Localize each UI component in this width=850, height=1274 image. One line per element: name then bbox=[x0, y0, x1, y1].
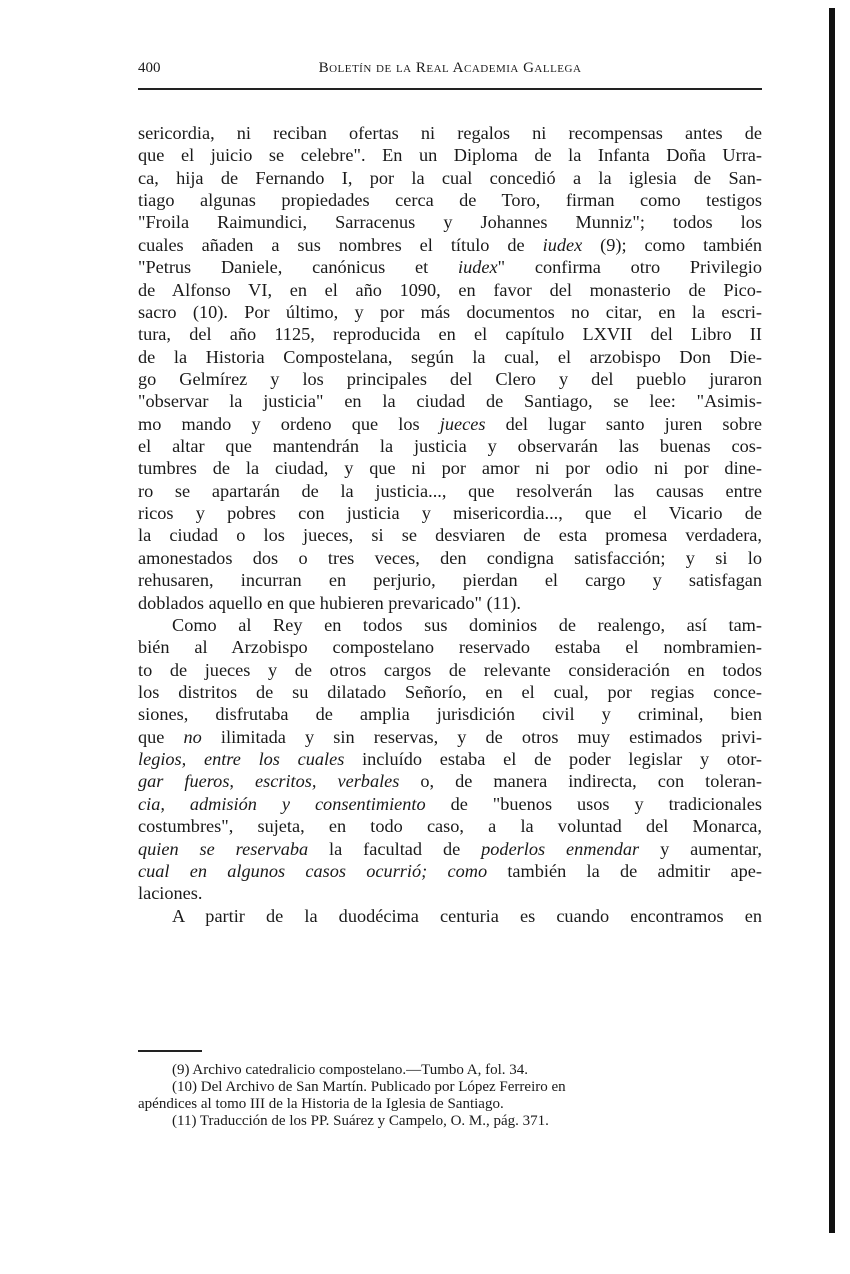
text-line bbox=[138, 346, 762, 368]
text-line bbox=[138, 726, 762, 748]
italic-text: iudex bbox=[458, 257, 498, 278]
text-segment: siones, disfrutaba de amplia jurisdición civil y criminal, bien bbox=[138, 704, 762, 725]
text-line bbox=[138, 636, 762, 658]
text-segment: sacro (10). Por último, y por más documentos no citar, en la escri- bbox=[138, 301, 762, 322]
text-segment: sericordia, ni reciban ofertas ni regalos ni recompensas antes de bbox=[138, 123, 762, 143]
text-line bbox=[138, 793, 762, 815]
text-segment: la facultad de bbox=[308, 838, 482, 859]
text-line bbox=[138, 860, 762, 882]
text-segment: costumbres", sujeta, en todo caso, a la voluntad del Monarca, bbox=[138, 816, 762, 837]
text-segment: los distritos de su dilatado Señorío, en el cual, por regias conce- bbox=[138, 681, 762, 702]
text-segment: que el juicio se celebre". En un Diploma de la Infanta Doña Urra- bbox=[138, 145, 762, 166]
italic-text: cual en algunos casos ocurrió; como bbox=[138, 860, 488, 881]
text-line bbox=[138, 882, 762, 904]
text-line bbox=[138, 502, 762, 524]
text-line bbox=[138, 838, 762, 860]
text-segment: de la Historia Compostelana, según la cual, el arzobispo Don Die- bbox=[138, 346, 762, 367]
text-line bbox=[138, 703, 762, 725]
italic-text: cia, admisión y consentimiento bbox=[138, 793, 426, 814]
page-edge-shadow bbox=[829, 8, 835, 1233]
text-line bbox=[138, 189, 762, 211]
text-segment: y aumentar, bbox=[639, 838, 762, 859]
text-segment: "observar la justicia" en la ciudad de Santiago, se lee: "Asimis- bbox=[138, 391, 762, 412]
text-line bbox=[138, 368, 762, 390]
text-segment: rehusaren, incurran en perjurio, pierdan el cargo y satisfagan bbox=[138, 570, 762, 591]
footnote-line: (10) Del Archivo de San Martín. Publicado por López Ferreiro en bbox=[172, 1079, 566, 1095]
italic-text: poderlos enmendar bbox=[481, 838, 640, 859]
footnote-line: (9) Archivo catedralicio compostelano.—Tumbo A, fol. 34. bbox=[172, 1062, 529, 1078]
text-line bbox=[138, 480, 762, 502]
text-line bbox=[138, 413, 762, 435]
text-segment: tumbres de la ciudad, y que ni por amor ni por odio ni por dine- bbox=[138, 458, 762, 479]
page-number: 400 bbox=[138, 60, 161, 76]
italic-text: legios, entre los cuales bbox=[138, 749, 345, 770]
text-segment: amonestados dos o tres veces, den condigna satisfacción; y si lo bbox=[138, 547, 762, 568]
text-segment: de "buenos usos y tradicionales bbox=[425, 793, 762, 814]
text-line bbox=[138, 234, 762, 256]
text-segment: to de jueces y de otros cargos de relevante consideración en todos bbox=[138, 659, 762, 680]
text-segment: ro se apartarán de la justicia..., que resolverán las causas entre bbox=[138, 480, 762, 501]
text-segment: incluído estaba el de poder legislar y otor- bbox=[344, 749, 762, 770]
text-segment: tiago algunas propiedades cerca de Toro, firman como testigos bbox=[138, 190, 762, 211]
text-line bbox=[138, 524, 762, 546]
text-segment: tura, del año 1125, reproducida en el capítulo LXVII del Libro II bbox=[138, 324, 762, 345]
text-line bbox=[138, 457, 762, 479]
text-line bbox=[138, 905, 762, 927]
italic-text: gar fueros, escritos, verbales bbox=[138, 771, 400, 792]
text-segment: ca, hija de Fernando I, por la cual concedió a la iglesia de San- bbox=[138, 167, 762, 188]
text-segment: doblados aquello en que hubieren prevaricado" (11). bbox=[138, 592, 521, 613]
italic-text: iudex bbox=[542, 234, 583, 255]
body-text bbox=[138, 122, 762, 927]
text-segment: mo mando y ordeno que los bbox=[138, 413, 440, 434]
text-line bbox=[138, 569, 762, 591]
text-segment: el altar que mantendrán la justicia y observarán las buenas cos- bbox=[138, 436, 762, 457]
text-segment: del lugar santo juren sobre bbox=[485, 413, 762, 434]
text-line bbox=[138, 815, 762, 837]
text-line bbox=[138, 770, 762, 792]
footnote-rule bbox=[138, 1050, 202, 1052]
text-segment: A partir de la duodécima centuria es cuando encontramos en bbox=[172, 905, 762, 926]
text-segment: Como al Rey en todos sus dominios de realengo, así tam- bbox=[172, 614, 762, 635]
text-segment: o, de manera indirecta, con toleran- bbox=[399, 771, 762, 792]
text-segment: laciones. bbox=[138, 883, 203, 904]
footnote-line: (11) Traducción de los PP. Suárez y Campelo, O. M., pág. 371. bbox=[172, 1113, 549, 1129]
italic-text: quien se reservaba bbox=[138, 838, 309, 859]
text-segment: "Froila Raimundici, Sarracenus y Johannes Munniz"; todos los bbox=[138, 212, 762, 233]
text-line bbox=[138, 211, 762, 233]
text-line bbox=[138, 301, 762, 323]
text-line bbox=[138, 547, 762, 569]
text-line bbox=[138, 167, 762, 189]
header-rule bbox=[138, 88, 762, 90]
text-line bbox=[138, 256, 762, 278]
footnote-line: apéndices al tomo III de la Historia de la Iglesia de Santiago. bbox=[138, 1096, 504, 1112]
text-segment: cuales añaden a sus nombres el título de bbox=[138, 234, 543, 255]
text-segment: "Petrus Daniele, canónicus et bbox=[138, 257, 459, 278]
text-line bbox=[138, 614, 762, 636]
text-line bbox=[138, 144, 762, 166]
text-line bbox=[138, 390, 762, 412]
text-segment: que bbox=[138, 726, 184, 747]
text-line bbox=[138, 659, 762, 681]
text-segment: bién al Arzobispo compostelano reservado estaba el nombramien- bbox=[138, 637, 762, 658]
text-line bbox=[138, 122, 762, 144]
running-title: Boletín de la Real Academia Gallega bbox=[318, 60, 582, 76]
text-segment: la ciudad o los jueces, si se desviaren de esta promesa verdadera, bbox=[138, 525, 762, 546]
text-line bbox=[138, 592, 762, 614]
text-segment: ricos y pobres con justicia y misericordia..., que el Vicario de bbox=[138, 503, 762, 524]
italic-text: jueces bbox=[439, 413, 486, 434]
italic-text: no bbox=[183, 726, 202, 747]
footnotes bbox=[138, 1062, 762, 1130]
text-segment: go Gelmírez y los principales del Clero y del pueblo juraron bbox=[138, 368, 762, 389]
text-line bbox=[138, 323, 762, 345]
text-segment: " confirma otro Privilegio bbox=[497, 257, 762, 278]
text-segment: también la de admitir ape- bbox=[487, 860, 762, 881]
text-segment: (9); como también bbox=[582, 234, 762, 255]
text-segment: de Alfonso VI, en el año 1090, en favor del monasterio de Pico- bbox=[138, 279, 762, 300]
text-line bbox=[138, 435, 762, 457]
page-header bbox=[138, 60, 762, 82]
text-line bbox=[138, 681, 762, 703]
text-line bbox=[138, 279, 762, 301]
text-segment: ilimitada y sin reservas, y de otros muy estimados privi- bbox=[201, 726, 763, 747]
text-line bbox=[138, 748, 762, 770]
